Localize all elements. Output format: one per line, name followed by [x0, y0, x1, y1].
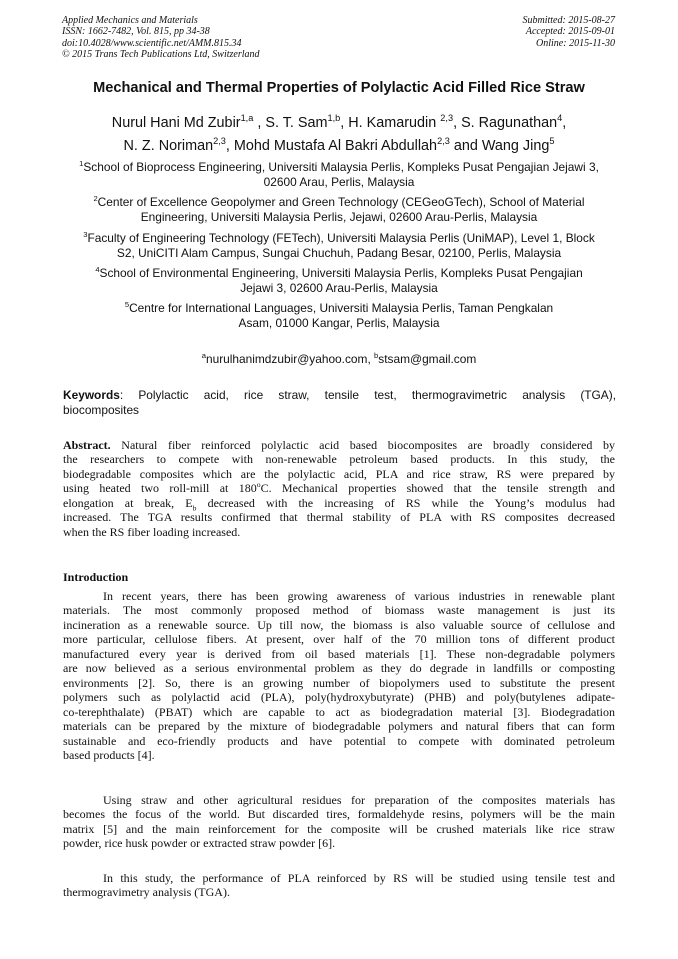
date-submitted: Submitted: 2015-08-27: [522, 15, 615, 26]
affiliation-number: 5: [124, 300, 130, 310]
body-line: based products [4].: [63, 747, 155, 762]
body-line: co-terephthalate) (PBAT) which are capable to act as biodegradation material [3]. Biodegradation: [63, 704, 615, 719]
author-name: S. T. Sam: [265, 115, 328, 131]
abstract-line: elongation at break, E: [63, 495, 193, 510]
intro-paragraph-1: [63, 589, 615, 762]
date-accepted: Accepted: 2015-09-01: [525, 26, 615, 38]
author-affiliation-mark: 5: [549, 136, 555, 147]
abstract-line: when the RS fiber loading increased.: [63, 524, 241, 539]
author-name: Wang Jing: [481, 138, 550, 154]
email-link[interactable]: stsam@gmail.com: [378, 352, 477, 366]
affiliation-number: 1: [79, 159, 84, 169]
keywords: [63, 388, 616, 418]
body-line: environments [2]. So, there is an growing number of biopolymers used to substitute the present: [63, 675, 615, 690]
affiliation-number: 2: [93, 194, 98, 204]
journal-name: Applied Mechanics and Materials: [62, 15, 198, 26]
affiliation-line: Faculty of Engineering Technology (FETech), Universiti Malaysia Perlis (UniMAP), Level 1, Block: [87, 231, 595, 245]
journal-info: [62, 15, 260, 61]
abstract-line: the researchers to compete with non-renewable petroleum based products. In this study, the: [63, 452, 615, 467]
author-affiliation-mark: 2,3: [213, 136, 226, 147]
affiliation-line: Centre for International Languages, Universiti Malaysia Perlis, Taman Pengkalan: [129, 301, 554, 315]
body-line: polymers such as polylactid acid (PLA), poly(hydroxybutyrate) (PHB) and poly(butylenes adipate-: [63, 690, 615, 705]
author-affiliation-mark: 1,b: [327, 113, 341, 124]
intro-paragraph-3: [63, 871, 615, 900]
author-affiliation-mark: 2,3: [437, 136, 450, 147]
author-affiliation-mark: 1,a: [240, 113, 254, 124]
email-mark: b: [374, 351, 379, 361]
affiliation-line: Engineering, Universiti Malaysia Perlis, Jejawi, 02600 Arau-Perlis, Malaysia: [140, 210, 538, 225]
body-line: becomes the focus of the world. But discarded tires, formaldehyde resins, polymers will be the main: [63, 807, 615, 822]
body-line: Using straw and other agricultural residues for preparation of the composites materials has: [103, 793, 615, 807]
keywords-text: biocomposites: [63, 403, 140, 417]
author-line: N. Z. Noriman$^{2,3}$, Mohd Mustafa Al Bakri Abdullah$^{2,3}$ and Wang Jing$^5$: [123, 136, 555, 154]
body-line: more particular, cellulose fibers. At present, over half of the 70 million tons of different product: [63, 632, 615, 647]
author-name: Mohd Mustafa Al Bakri Abdullah: [233, 138, 438, 154]
body-line: materials can be prepared by the mixture of biodegradable polymers and natural fibers that can form: [63, 719, 615, 734]
journal-copyright: © 2015 Trans Tech Publications Ltd, Switzerland: [62, 49, 260, 61]
subscript-mark: b: [192, 503, 197, 513]
abstract-line: using heated two roll-mill at 180: [63, 481, 257, 496]
affiliation: [50, 160, 628, 191]
affiliation: [50, 195, 628, 226]
abstract-line: decreased with the increasing of RS while the Young’s modulus had: [196, 495, 615, 510]
keywords-label: Keywords: [63, 388, 120, 402]
abstract-line: biodegradable composites which are the polylactic acid, PLA and rice straw, RS were prepared by: [63, 466, 615, 481]
affiliation-number: 4: [95, 265, 100, 275]
email-mark: a: [201, 351, 206, 361]
section-heading: Introduction: [63, 570, 129, 584]
affiliation-number: 3: [83, 230, 88, 240]
abstract: [63, 438, 615, 539]
abstract-line: C. Mechanical properties showed that the tensile strength and: [260, 481, 615, 496]
abstract-label: Abstract.: [63, 438, 111, 452]
author-line: Nurul Hani Md Zubir$^{1,a}$ , S. T. Sam$^{1,b}$, H. Kamarudin $^{2,3}$, S. Ragunathan$^4$,: [111, 113, 567, 131]
affiliation-line: Asam, 01000 Kangar, Perlis, Malaysia: [238, 316, 440, 331]
author-name: Nurul Hani Md Zubir: [111, 115, 241, 131]
affiliation: [50, 266, 628, 297]
author-name: S. Ragunathan: [461, 115, 558, 131]
affiliation-line: School of Bioprocess Engineering, Universiti Malaysia Perlis, Kompleks Pusat Pengajian Jejawi 3,: [83, 160, 599, 174]
abstract-line: increased. The TGA results confirmed that thermal stability of PLA with RS composites decreased: [63, 510, 615, 525]
body-line: powder, rice husk powder or extracted straw powder [6].: [63, 836, 336, 851]
journal-issn: ISSN: 1662-7482, Vol. 815, pp 34-38: [62, 26, 210, 38]
author-affiliation-mark: 2,3: [440, 113, 454, 124]
journal-doi: doi:10.4028/www.scientific.net/AMM.815.34: [62, 37, 242, 49]
affiliation-line: S2, UniCITI Alam Campus, Sungai Chuchuh, Padang Besar, 02100, Perlis, Malaysia: [116, 246, 562, 261]
affiliation-line: Jejawi 3, 02600 Arau-Perlis, Malaysia: [240, 281, 438, 296]
body-line: In recent years, there has been growing awareness of various industries in renewable plant: [103, 589, 615, 603]
affiliation: [50, 301, 628, 332]
submission-dates: [523, 15, 616, 49]
body-line: incineration as a renewable source. Up till now, the biomass is also valuable source of cellulose and: [63, 617, 615, 632]
body-line: In this study, the performance of PLA reinforced by RS will be studied using tensile test and: [103, 871, 615, 885]
author-name: N. Z. Noriman: [123, 138, 214, 154]
affiliation: [50, 231, 628, 262]
date-online: Online: 2015-11-30: [536, 37, 615, 49]
degree-mark: o: [256, 480, 261, 490]
author-name: H. Kamarudin: [348, 115, 437, 131]
body-line: sustainable and eco-friendly products and have potential to compete with dominated petroleum: [63, 733, 615, 748]
author-affiliation-mark: 4: [557, 113, 563, 124]
abstract-line: Natural fiber reinforced polylactic acid based biocomposites are broadly considered by: [110, 438, 615, 452]
email-link[interactable]: nurulhanimdzubir@yahoo.com: [205, 352, 368, 366]
author-list: [40, 112, 638, 158]
body-line: matrix [5] and the main reinforcement for the composite will be crushed materials like rice straw: [63, 821, 615, 836]
affiliation-line: 02600 Arau, Perlis, Malaysia: [263, 175, 415, 190]
body-line: materials. The most commonly proposed method of biomass waste management is just its: [63, 603, 615, 618]
affiliation-line: Center of Excellence Geopolymer and Green Technology (CEGeoGTech), School of Material: [97, 195, 585, 209]
affiliation-line: School of Environmental Engineering, Universiti Malaysia Perlis, Kompleks Pusat Pengajian: [99, 266, 583, 280]
paper-title: Mechanical and Thermal Properties of Polylactic Acid Filled Rice Straw: [93, 80, 585, 96]
body-line: manufactured every year is derived from oil based materials [1]. These non-degradable polymers: [63, 646, 615, 661]
body-line: thermogravimetry analysis (TGA).: [63, 885, 230, 900]
intro-paragraph-2: [63, 793, 615, 851]
keywords-text: : Polylactic acid, rice straw, tensile test, thermogravimetric analysis (TGA),: [119, 388, 616, 402]
body-line: are now believed as a serious environmental problem as they do degrade in landfills or composting: [63, 661, 615, 676]
contact-emails: $^a$nurulhanimdzubir@yahoo.com, $^b$stsam@gmail.com: [201, 351, 477, 366]
